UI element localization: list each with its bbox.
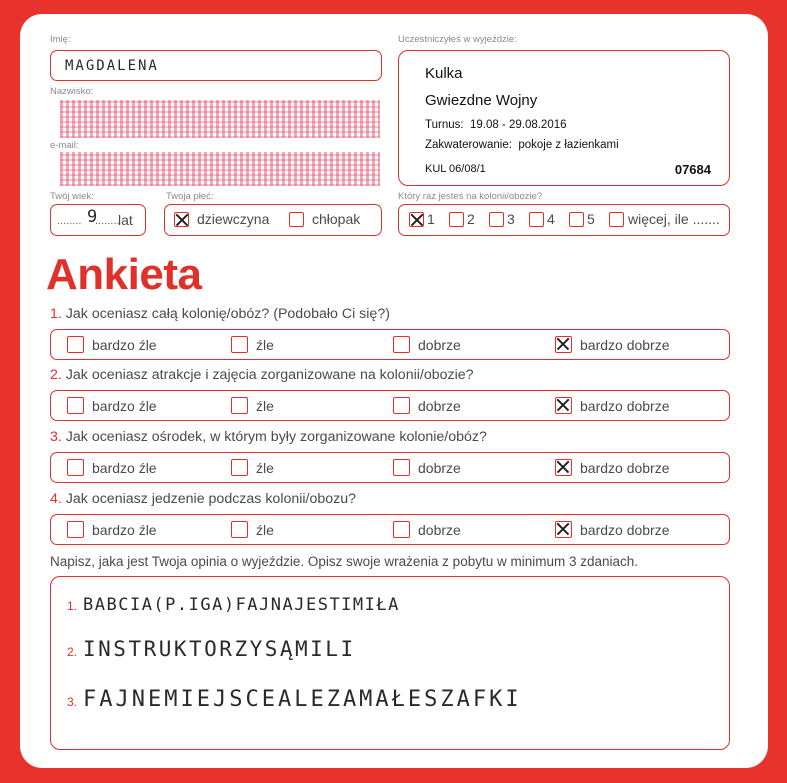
question-4-checkbox-3[interactable] — [393, 521, 410, 538]
first-name-field[interactable] — [50, 50, 382, 81]
times-5-label: 5 — [587, 211, 595, 227]
times-option-1[interactable] — [409, 211, 435, 227]
card-line-1: Kulka — [425, 65, 463, 82]
question-1-option-3[interactable] — [393, 336, 461, 353]
times-1-label: 1 — [427, 211, 435, 227]
question-4-option-4[interactable] — [555, 521, 670, 538]
age-dots-left: ........ — [57, 215, 82, 227]
times-option-2[interactable] — [449, 211, 475, 227]
card-accommodation — [425, 139, 619, 151]
participant-card — [398, 50, 730, 186]
question-1-label: Jak oceniasz całą kolonię/obóz? (Podobało Ci się?) — [65, 306, 390, 322]
question-2-option-4[interactable] — [555, 397, 670, 414]
times-2-label: 2 — [467, 211, 475, 227]
question-4-checkbox-1[interactable] — [67, 521, 84, 538]
times-5-checkbox[interactable] — [569, 212, 584, 227]
opinion-line-1 — [67, 595, 400, 615]
first-name-value: MAGDALENA — [65, 58, 159, 74]
question-1-option-label-1: bardzo źle — [92, 336, 157, 353]
question-3-option-label-3: dobrze — [418, 459, 461, 476]
age-field[interactable] — [50, 204, 146, 236]
gender-label: Twoja płeć: — [166, 191, 214, 202]
times-more-checkbox[interactable] — [609, 212, 624, 227]
gender-option-female[interactable] — [174, 211, 269, 227]
age-unit: lat — [118, 212, 133, 228]
times-option-4[interactable] — [529, 211, 555, 227]
opinion-num-1: 1. — [67, 599, 78, 613]
question-3-options — [50, 452, 730, 483]
times-4-label: 4 — [547, 211, 555, 227]
opinion-text-1: BABCIA(P.IGA)FAJNAJESTIMIŁA — [83, 595, 400, 615]
question-4-option-label-2: źle — [256, 521, 274, 538]
age-dots-right: ........ — [95, 215, 120, 227]
question-2-option-3[interactable] — [393, 397, 461, 414]
question-3-checkbox-4[interactable] — [555, 459, 572, 476]
times-1-checkbox[interactable] — [409, 212, 424, 227]
question-1-number: 1. — [50, 306, 62, 322]
question-2-checkbox-3[interactable] — [393, 397, 410, 414]
times-2-checkbox[interactable] — [449, 212, 464, 227]
question-3-option-1[interactable] — [67, 459, 157, 476]
female-checkbox[interactable] — [174, 212, 189, 227]
gender-option-male[interactable] — [289, 211, 360, 227]
question-1-checkbox-3[interactable] — [393, 336, 410, 353]
question-4-option-label-3: dobrze — [418, 521, 461, 538]
first-name-label: Imię: — [50, 34, 71, 45]
female-label: dziewczyna — [197, 211, 270, 227]
opinion-line-3 — [67, 687, 522, 712]
question-1-option-label-2: źle — [256, 336, 274, 353]
question-2-option-1[interactable] — [67, 397, 157, 414]
accommodation-label: Zakwaterowanie: — [425, 139, 512, 151]
question-3-option-4[interactable] — [555, 459, 670, 476]
question-4-text — [50, 491, 356, 507]
question-1-checkbox-2[interactable] — [231, 336, 248, 353]
question-4-checkbox-4[interactable] — [555, 521, 572, 538]
card-line-2: Gwiezdne Wojny — [425, 92, 538, 109]
question-2-option-label-2: źle — [256, 397, 274, 414]
question-1-text — [50, 306, 390, 322]
question-2-option-label-4: bardzo dobrze — [580, 397, 670, 414]
accommodation-value: pokoje z łazienkami — [518, 139, 619, 151]
question-4-option-2[interactable] — [231, 521, 274, 538]
male-checkbox[interactable] — [289, 212, 304, 227]
question-2-label: Jak oceniasz atrakcje i zajęcia zorganizowane na kolonii/obozie? — [65, 367, 474, 383]
question-1-checkbox-1[interactable] — [67, 336, 84, 353]
age-label: Twój wiek: — [50, 191, 94, 202]
question-3-option-label-4: bardzo dobrze — [580, 459, 670, 476]
question-4-option-1[interactable] — [67, 521, 157, 538]
question-2-option-label-1: bardzo źle — [92, 397, 157, 414]
gender-field — [164, 204, 382, 236]
turnus-value: 19.08 - 29.08.2016 — [469, 119, 567, 131]
last-name-label: Nazwisko: — [50, 86, 94, 97]
card-number: 07684 — [674, 162, 711, 177]
opinion-num-3: 3. — [67, 695, 78, 709]
question-4-label: Jak oceniasz jedzenie podczas kolonii/obozu? — [65, 491, 357, 507]
question-4-option-label-4: bardzo dobrze — [580, 521, 670, 538]
email-label: e-mail: — [50, 140, 79, 151]
question-3-option-label-1: bardzo źle — [92, 459, 157, 476]
question-1-checkbox-4[interactable] — [555, 336, 572, 353]
opinion-prompt: Napisz, jaka jest Twoja opinia o wyjeździe. Opisz swoje wrażenia z pobytu w minimum 3 zdaniach. — [50, 554, 639, 569]
question-3-checkbox-2[interactable] — [231, 459, 248, 476]
survey-title: Ankieta — [46, 250, 202, 299]
email-redacted — [60, 152, 380, 186]
question-1-option-label-4: bardzo dobrze — [580, 336, 670, 353]
question-2-checkbox-4[interactable] — [555, 397, 572, 414]
question-1-option-2[interactable] — [231, 336, 274, 353]
question-2-options — [50, 390, 730, 421]
question-4-options — [50, 514, 730, 545]
times-4-checkbox[interactable] — [529, 212, 544, 227]
question-3-checkbox-3[interactable] — [393, 459, 410, 476]
times-3-checkbox[interactable] — [489, 212, 504, 227]
question-2-option-label-3: dobrze — [418, 397, 461, 414]
question-2-checkbox-2[interactable] — [231, 397, 248, 414]
question-3-option-label-2: źle — [256, 459, 274, 476]
question-4-number: 4. — [50, 491, 62, 507]
times-label: Który raz jesteś na kolonii/obozie? — [398, 191, 543, 202]
opinion-line-2 — [67, 637, 356, 661]
question-3-option-2[interactable] — [231, 459, 274, 476]
question-3-text — [50, 429, 487, 445]
question-3-number: 3. — [50, 429, 62, 445]
times-option-5[interactable] — [569, 211, 595, 227]
opinion-text-2: INSTRUKTORZYSĄMILI — [83, 637, 356, 661]
question-4-option-label-1: bardzo źle — [92, 521, 157, 538]
survey-sheet — [20, 14, 768, 768]
question-2-number: 2. — [50, 367, 62, 383]
question-3-label: Jak oceniasz ośrodek, w którym były zorganizowane kolonie/obóz? — [65, 429, 487, 445]
times-more-label: więcej, ile ....... — [628, 211, 720, 227]
times-3-label: 3 — [507, 211, 515, 227]
question-2-option-2[interactable] — [231, 397, 274, 414]
participant-label: Uczestniczyłeś w wyjeździe: — [398, 34, 517, 45]
question-4-option-3[interactable] — [393, 521, 461, 538]
times-option-more[interactable] — [609, 211, 720, 227]
age-value: 9 — [87, 207, 100, 227]
turnus-label: Turnus: — [425, 119, 464, 131]
question-3-option-3[interactable] — [393, 459, 461, 476]
question-1-options — [50, 329, 730, 360]
question-2-checkbox-1[interactable] — [67, 397, 84, 414]
card-turnus — [425, 119, 567, 131]
times-field — [398, 204, 730, 236]
opinion-box[interactable] — [50, 576, 730, 750]
last-name-redacted — [60, 100, 380, 138]
times-option-3[interactable] — [489, 211, 515, 227]
question-2-text — [50, 367, 474, 383]
opinion-text-3: FAJNEMIEJSCEALEZAMAŁESZAFKI — [83, 687, 522, 712]
question-3-checkbox-1[interactable] — [67, 459, 84, 476]
question-1-option-4[interactable] — [555, 336, 670, 353]
question-4-checkbox-2[interactable] — [231, 521, 248, 538]
male-label: chłopak — [312, 211, 361, 227]
question-1-option-label-3: dobrze — [418, 336, 461, 353]
opinion-num-2: 2. — [67, 645, 78, 659]
question-1-option-1[interactable] — [67, 336, 157, 353]
card-code: KUL 06/08/1 — [425, 163, 486, 175]
